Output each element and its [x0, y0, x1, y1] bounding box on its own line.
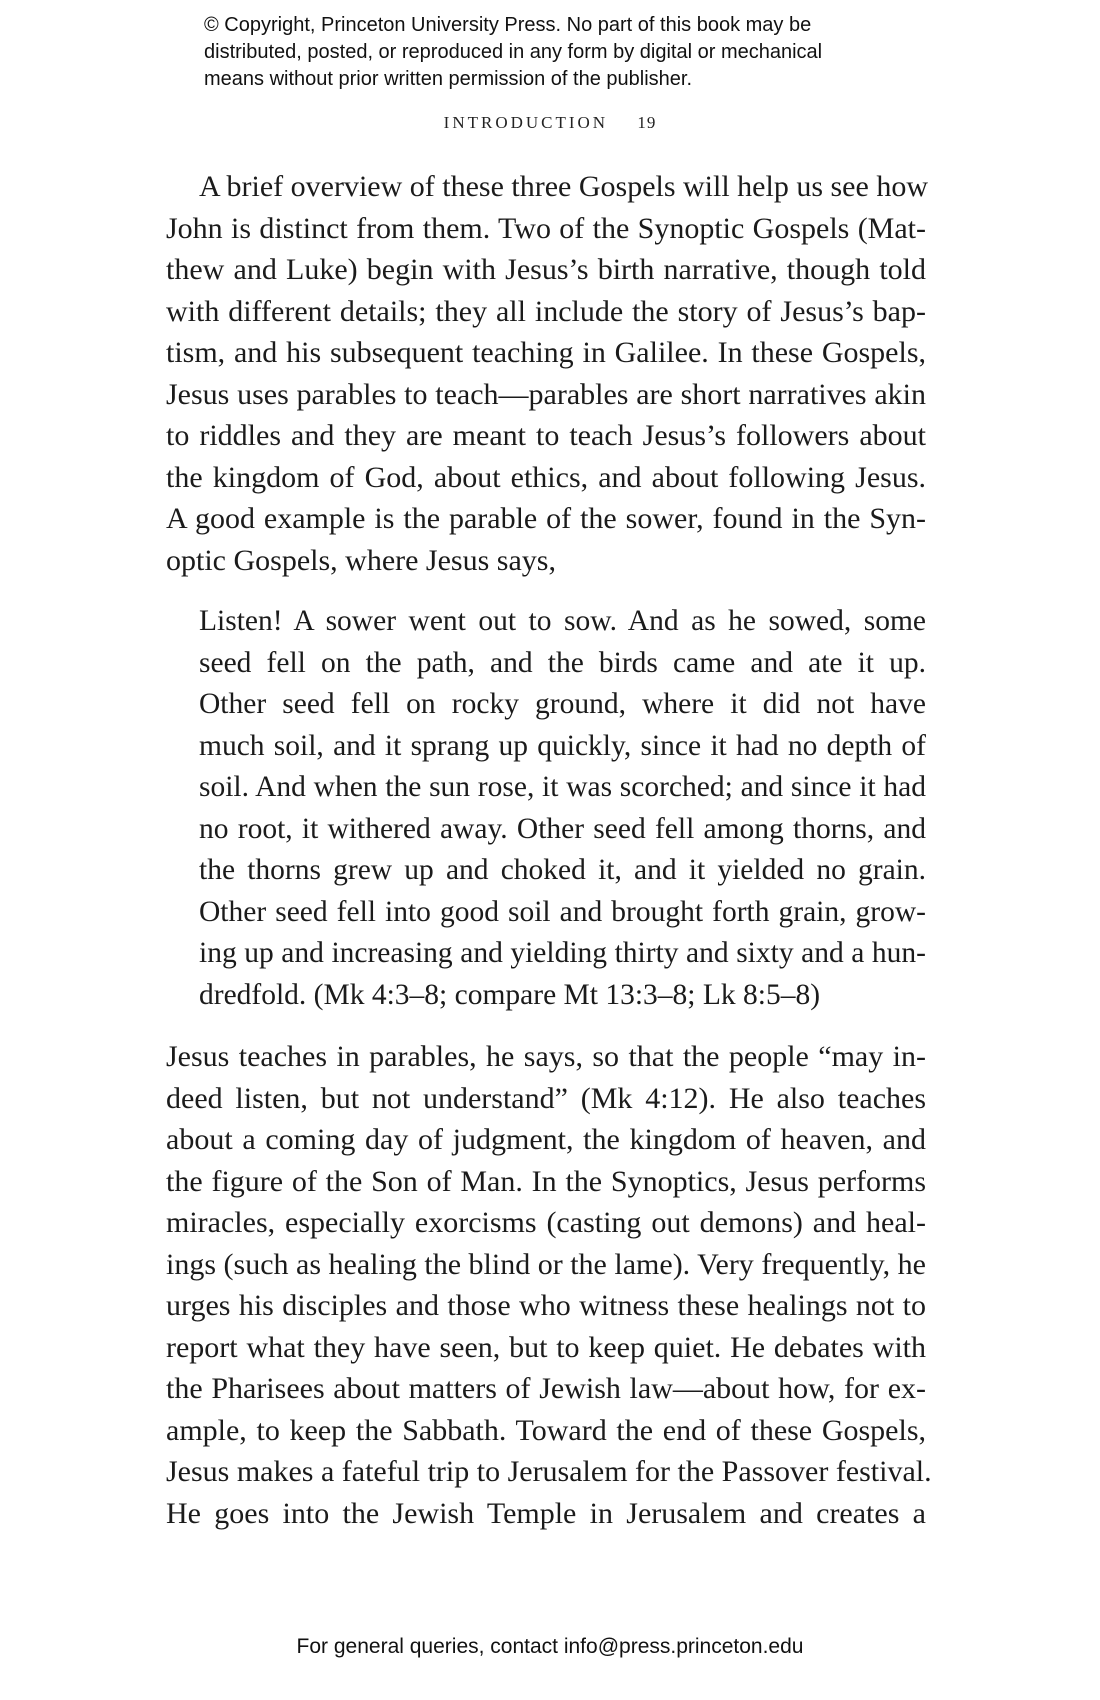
quote-line: Other seed fell on rocky ground, where it did not have	[199, 688, 926, 720]
text-line: tism, and his subsequent teaching in Galilee. In these Gospels,	[166, 336, 926, 369]
quote-line: the thorns grew up and choked it, and it yielded no grain.	[199, 854, 926, 886]
quote-line: dredfold. (Mk 4:3–8; compare Mt 13:3–8; Lk 8:5–8)	[199, 978, 821, 1011]
text-line: Jesus teaches in parables, he says, so that the people “may in-	[166, 1040, 926, 1073]
quote-line: Other seed fell into good soil and brought forth grain, grow-	[199, 895, 926, 928]
copyright-notice	[204, 12, 904, 93]
text-line: to riddles and they are meant to teach Jesus’s followers about	[166, 419, 926, 452]
footer-contact: For general queries, contact info@press.princeton.edu	[296, 1635, 804, 1658]
paragraph-2	[166, 1036, 932, 1534]
text-line: the kingdom of God, about ethics, and about following Jesus.	[166, 460, 926, 494]
copyright-line: means without prior written permission of the publisher.	[204, 68, 693, 90]
text-line: about a coming day of judgment, the kingdom of heaven, and	[166, 1123, 926, 1156]
page-number: 19	[637, 113, 657, 132]
running-head	[0, 113, 1100, 133]
quote-line: soil. And when the sun rose, it was scorched; and since it had	[199, 771, 926, 803]
text-line: He goes into the Jewish Temple in Jerusalem and creates a	[166, 1496, 926, 1530]
text-line: Jesus uses parables to teach—parables are short narratives akin	[166, 377, 926, 411]
block-quote	[199, 601, 926, 1016]
quote-line: seed fell on the path, and the birds came and ate it up.	[199, 646, 926, 679]
text-line: urges his disciples and those who witness these healings not to	[166, 1289, 926, 1322]
text-line: optic Gospels, where Jesus says,	[166, 543, 556, 577]
text-line: John is distinct from them. Two of the Synoptic Gospels (Mat-	[166, 211, 926, 245]
text-line: deed listen, but not understand” (Mk 4:12). He also teaches	[166, 1081, 926, 1115]
text-line: the figure of the Son of Man. In the Synoptics, Jesus performs	[166, 1164, 926, 1198]
copyright-line: © Copyright, Princeton University Press. No part of this book may be	[204, 14, 812, 36]
quote-line: no root, it withered away. Other seed fell among thorns, and	[199, 812, 926, 845]
running-head-section: INTRODUCTION	[443, 113, 609, 132]
text-line: Jesus makes a fateful trip to Jerusalem for the Passover festival.	[166, 1455, 932, 1488]
text-line: A brief overview of these three Gospels will help us see how	[199, 170, 928, 203]
text-line: the Pharisees about matters of Jewish law—about how, for ex-	[166, 1372, 926, 1405]
text-line: A good example is the parable of the sower, found in the Syn-	[166, 502, 926, 535]
quote-line: Listen! A sower went out to sow. And as he sowed, some	[199, 605, 926, 637]
paragraph-1	[166, 166, 926, 581]
text-line: report what they have seen, but to keep quiet. He debates with	[166, 1330, 926, 1364]
text-line: ample, to keep the Sabbath. Toward the end of these Gospels,	[166, 1413, 926, 1447]
copyright-line: distributed, posted, or reproduced in any form by digital or mechanical	[204, 41, 823, 63]
text-line: with different details; they all include the story of Jesus’s bap-	[166, 294, 926, 328]
quote-line: much soil, and it sprang up quickly, since it had no depth of	[199, 729, 926, 762]
quote-line: ing up and increasing and yielding thirty and sixty and a hun-	[199, 937, 926, 969]
text-line: miracles, especially exorcisms (casting out demons) and heal-	[166, 1206, 926, 1239]
text-line: ings (such as healing the blind or the lame). Very frequently, he	[166, 1247, 926, 1281]
body-text	[166, 166, 932, 1534]
text-line: thew and Luke) begin with Jesus’s birth narrative, though told	[166, 253, 926, 286]
